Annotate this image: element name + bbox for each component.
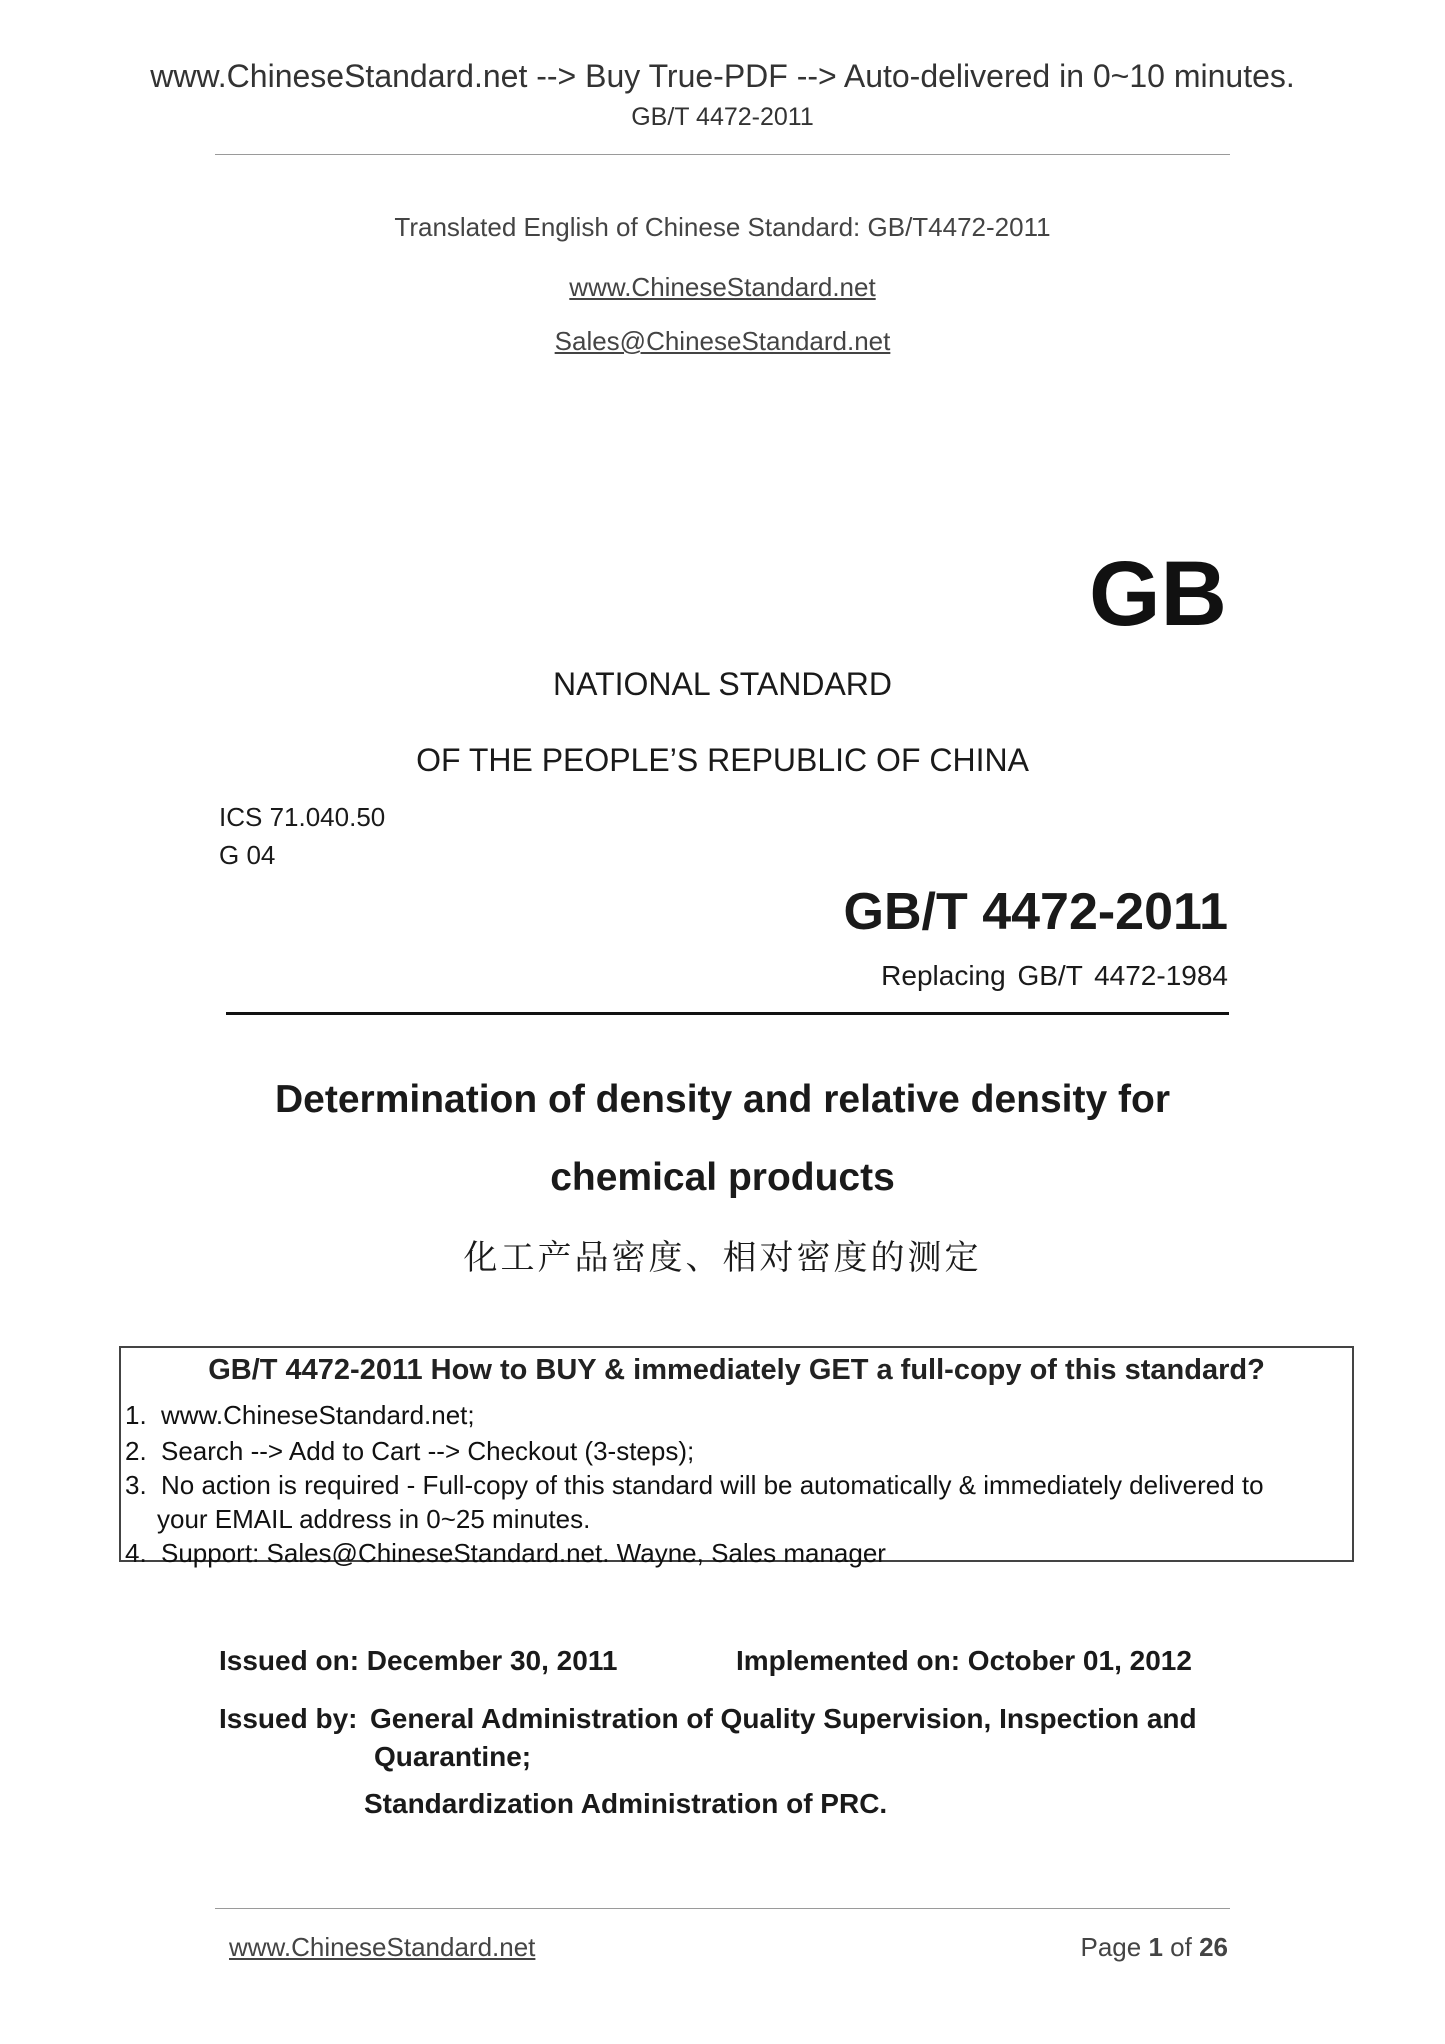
step-text: www.ChineseStandard.net; xyxy=(161,1400,475,1430)
page-prefix: Page xyxy=(1080,1932,1142,1962)
issued-by-line3: Standardization Administration of PRC. xyxy=(364,1788,888,1819)
footer-site-link[interactable]: www.ChineseStandard.net xyxy=(229,1932,536,1962)
site-link[interactable]: www.ChineseStandard.net xyxy=(569,272,876,302)
buy-step-continuation xyxy=(157,1504,590,1535)
buy-step xyxy=(125,1400,475,1431)
page-total: 26 xyxy=(1199,1932,1228,1962)
step-number: 2. xyxy=(125,1436,147,1466)
standard-code: GB/T 4472-2011 xyxy=(843,883,1228,941)
republic-heading: OF THE PEOPLE’S REPUBLIC OF CHINA xyxy=(416,742,1029,778)
step-text: your EMAIL address in 0~25 minutes. xyxy=(157,1504,591,1534)
document-title-line2: chemical products xyxy=(550,1156,895,1199)
step-text: Support: Sales@ChineseStandard.net. Wayne, Sales manager xyxy=(161,1538,886,1568)
header-divider xyxy=(215,154,1230,155)
footer-divider xyxy=(215,1908,1230,1909)
header-standard-code: GB/T 4472-2011 xyxy=(631,103,814,131)
ics-code: ICS 71.040.50 xyxy=(219,802,386,832)
translated-note: Translated English of Chinese Standard: GB/T4472-2011 xyxy=(394,212,1051,242)
buy-step xyxy=(125,1470,1264,1501)
document-title-line1: Determination of density and relative density for xyxy=(274,1078,1171,1121)
g-code: G 04 xyxy=(219,840,276,870)
issued-by-line1: General Administration of Quality Supervision, Inspection and xyxy=(370,1703,1197,1734)
step-number: 3. xyxy=(125,1470,147,1500)
step-number: 4. xyxy=(125,1538,147,1568)
document-title-chinese: 化工产品密度、相对密度的测定 xyxy=(463,1238,982,1278)
step-number: 1. xyxy=(125,1400,147,1430)
header-banner: www.ChineseStandard.net --> Buy True-PDF --> Auto-delivered in 0~10 minutes. xyxy=(150,58,1295,94)
buy-step xyxy=(125,1436,694,1467)
step-text: Search --> Add to Cart --> Checkout (3-steps); xyxy=(161,1436,695,1466)
buy-instructions-box xyxy=(119,1346,1354,1568)
implemented-on-date: Implemented on: October 01, 2012 xyxy=(736,1645,1192,1676)
page-current: 1 xyxy=(1148,1932,1163,1962)
page-number xyxy=(1080,1932,1228,1963)
step-text: No action is required - Full-copy of this standard will be automatically & immediately delivered to xyxy=(161,1470,1264,1500)
issued-by-line2: Quarantine; xyxy=(374,1741,532,1772)
issued-by-label: Issued by: xyxy=(219,1703,358,1734)
site-link-wrap xyxy=(0,272,1445,303)
title-divider xyxy=(226,1012,1229,1015)
page-of: of xyxy=(1170,1932,1192,1962)
email-link-wrap xyxy=(0,326,1445,357)
issued-on-date: Issued on: December 30, 2011 xyxy=(219,1645,618,1676)
national-standard-heading: NATIONAL STANDARD xyxy=(553,666,892,702)
replacing-note: Replacing GB/T 4472-1984 xyxy=(881,960,1228,991)
gb-mark: GB xyxy=(1089,543,1227,645)
email-link[interactable]: Sales@ChineseStandard.net xyxy=(554,326,891,356)
buy-step xyxy=(125,1538,886,1569)
buy-box-heading: GB/T 4472-2011 How to BUY & immediately GET a full-copy of this standard? xyxy=(208,1354,1265,1386)
